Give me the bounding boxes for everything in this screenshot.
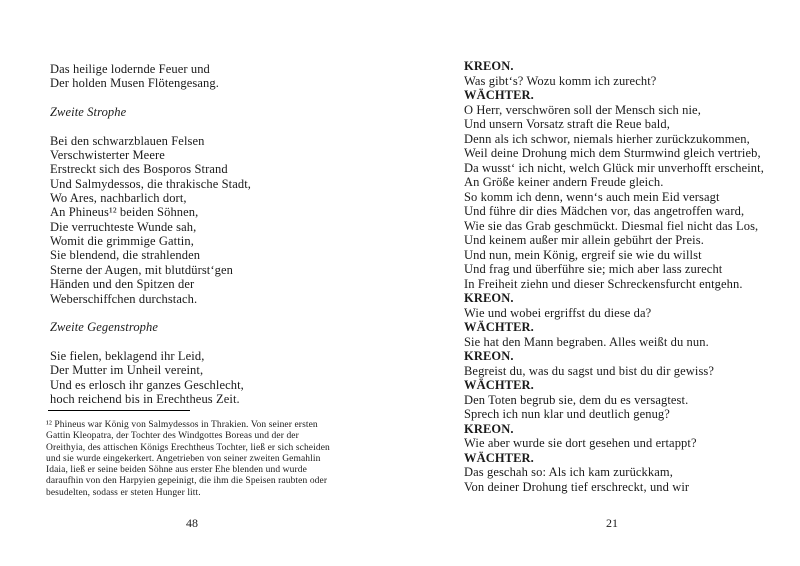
text-line: An Phineus¹² beiden Söhnen, [50,205,199,220]
text-line: Sie fielen, beklagend ihr Leid, [50,348,205,363]
text-line: Wie aber wurde sie dort gesehen und ertappt? [464,436,697,450]
footnote-line: ¹² Phineus war König von Salmydessos in Thrakien. Von seiner ersten [46,420,318,430]
text-line: Bei den schwarzblauen Felsen [50,133,205,148]
left-page-text [50,62,251,406]
text-line: Weberschiffchen durchstach. [50,291,198,306]
page-number-right: 21 [606,516,618,530]
text-line: Der Mutter im Unheil vereint, [50,363,204,378]
text-line: Sie blendend, die strahlenden [50,248,201,263]
footnote-line: Oreithyia, des attischen Königs Erechtheus Tochter, ließ er sich scheiden [46,442,330,453]
footnote-line: Gattin Kleopatra, der Tochter des Windgottes Boreas und der der [46,431,299,442]
text-line: Die verruchteste Wunde sah, [50,219,197,234]
text-line: Der holden Musen Flötengesang. [50,76,219,91]
footnote-line: Idaia, ließ er seine beiden Söhne aus erster Ehe blenden und wurde [46,465,307,476]
text-line: WÄCHTER. [464,320,534,334]
footnote-separator [48,410,190,411]
footnote-line: und sie wurde eingekerkert. Angetrieben von seiner zweiten Gemahlin [46,453,321,464]
text-line: hoch reichend bis in Erechtheus Zeit. [50,391,240,406]
text-line: Und Salmydessos, die thrakische Stadt, [50,176,251,191]
right-page-text [464,59,764,494]
text-line: Das heilige lodernde Feuer und [50,62,210,76]
text-line: Sprech ich nun klar und deutlich genug? [464,407,670,421]
text-line: Sterne der Augen, mit blutdürst‘gen [50,262,233,277]
text-line: O Herr, verschwören soll der Mensch sich nie, [464,102,701,117]
text-line: WÄCHTER. [464,450,534,465]
text-line: Was gibt‘s? Wozu komm ich zurecht? [464,73,657,88]
text-line: Das geschah so: Als ich kam zurückkam, [464,465,673,479]
text-line: An Größe keiner andern Freude gleich. [464,175,664,189]
text-line: Zweite Strophe [50,105,127,120]
text-line: Denn als ich schwor, niemals hierher zurückzukommen, [464,131,750,146]
text-line: Und frag und überführe sie; mich aber lass zurecht [464,262,723,276]
text-line: So komm ich denn, wenn‘s auch mein Eid versagt [464,189,720,204]
text-line: Und nun, mein König, ergreif sie wie du willst [464,247,702,262]
text-line: KREON. [464,59,514,73]
footnote-line: daraufhin von den Harpyien gepeinigt, die ihm die Speisen raubten oder [46,476,328,487]
text-line: In Freiheit ziehn und dieser Schreckensfurcht entgehn. [464,276,743,291]
text-line: WÄCHTER. [464,88,534,102]
text-line: Weil deine Drohung mich dem Sturmwind gleich vertrieb, [464,146,761,160]
text-line: WÄCHTER. [464,378,534,392]
text-line: Zweite Gegenstrophe [50,320,159,335]
text-line: Und unsern Vorsatz straft die Reue bald, [464,117,670,131]
text-line: Begreist du, was du sagst und bist du dir gewiss? [464,363,715,378]
text-line: Den Toten begrub sie, dem du es versagtest. [464,392,689,407]
text-line: Womit die grimmige Gattin, [50,234,194,249]
footnote [46,420,330,499]
text-line: Und es erlosch ihr ganzes Geschlecht, [50,377,244,392]
text-line [50,119,251,133]
text-line: Wo Ares, nachbarlich dort, [50,191,187,206]
text-line: Da wusst‘ ich nicht, welch Glück mir unverhofft erscheint, [464,160,764,175]
footnote-line: besudelten, sodass er steten Hunger litt. [46,487,201,498]
text-line [50,335,251,349]
text-line: Wie und wobei ergriffst du diese da? [464,305,652,320]
text-line: KREON. [464,421,514,436]
text-line: KREON. [464,349,514,363]
text-line: KREON. [464,291,514,305]
text-line: Händen und den Spitzen der [50,277,195,292]
text-line [50,91,251,105]
text-line: Und keinem außer mir allein gebührt der Preis. [464,233,704,247]
text-line: Und führe dir dies Mädchen vor, das angetroffen ward, [464,204,745,218]
text-line: Verschwisterter Meere [50,148,165,163]
right-page [400,0,800,566]
text-line: Von deiner Drohung tief erschreckt, und wir [464,479,690,494]
text-line: Erstreckt sich des Bosporos Strand [50,162,228,177]
page-number-left: 48 [186,516,198,530]
text-line: Wie sie das Grab geschmückt. Diesmal fiel nicht das Los, [464,218,759,233]
text-line [50,306,251,320]
text-line: Sie hat den Mann begraben. Alles weißt du nun. [464,334,709,349]
